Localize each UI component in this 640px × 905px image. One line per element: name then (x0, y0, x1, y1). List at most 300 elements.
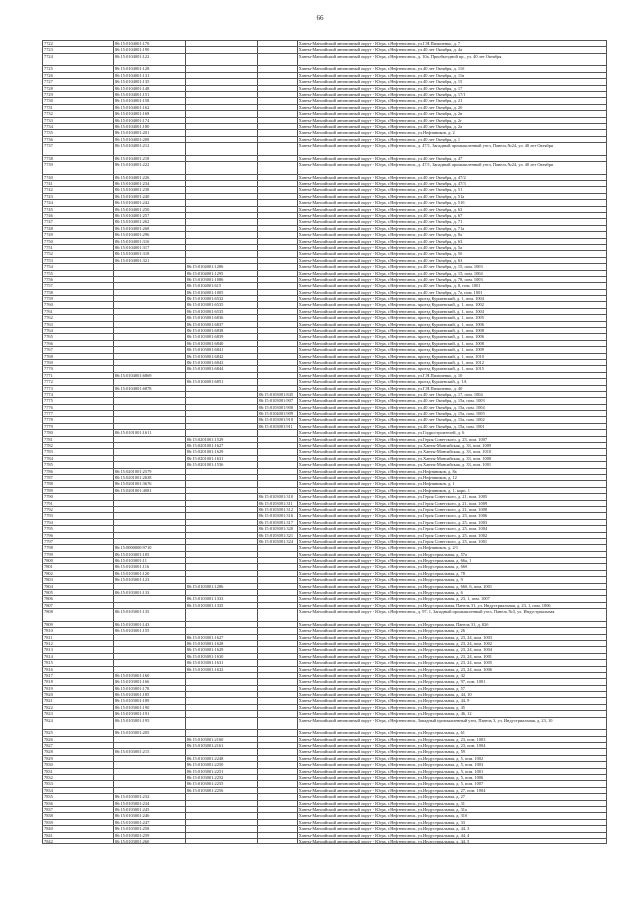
cadastral-number-2-cell (186, 98, 258, 103)
row-number-cell: 7787 (43, 475, 114, 480)
table-row (42, 748, 607, 754)
cadastral-number-1-cell: 86:15:0104001:6878 (114, 386, 186, 391)
cadastral-number-2-cell (186, 187, 258, 192)
address-cell: Ханты-Мансийский автономный округ - Югра, г.Нефтеюганск, ул.40 лет Октября, д. 15а, пом. 1002 (298, 417, 607, 422)
cadastral-number-1-cell: 86:15:0104001:128 (114, 66, 186, 71)
row-number-cell: 7798 (43, 545, 114, 550)
row-number-cell: 7831 (43, 769, 114, 774)
table-row (42, 500, 607, 506)
cadastral-number-3-cell (258, 839, 298, 843)
cadastral-number-2-cell: 86:15:0201001:1529 (186, 437, 258, 442)
cadastral-number-3-cell (258, 360, 298, 365)
cadastral-number-2-cell (186, 47, 258, 52)
cadastral-number-1-cell (114, 667, 186, 672)
address-cell: Ханты-Мансийский автономный округ - Югра, г.Нефтеюганск, ул.Героя Советского, д. 21, пом. 1005 (298, 494, 607, 499)
cadastral-number-1-cell (114, 302, 186, 307)
table-row (42, 199, 607, 205)
table-row (42, 487, 607, 493)
cadastral-number-1-cell: 86:15:0103001:259 (114, 833, 186, 838)
cadastral-number-2-cell: 86:15:0103001:1335 (186, 603, 258, 608)
cadastral-number-1-cell (114, 526, 186, 531)
table-row (42, 193, 607, 199)
table-row (42, 40, 607, 46)
cadastral-number-1-cell: 86:15:0104001:158 (114, 98, 186, 103)
cadastral-number-1-cell: 86:15:0104001:250 (114, 207, 186, 212)
address-cell: Ханты-Мансийский автономный округ - Югра, г.Нефтеюганск, ул.Нефтяников, д. 1 (298, 481, 607, 486)
row-number-cell: 7801 (43, 564, 114, 569)
address-cell: Ханты-Мансийский автономный округ - Югра, г.Нефтеюганск, ул.Нефтяников, д. 8а (298, 469, 607, 474)
table-row (42, 634, 607, 640)
cadastral-number-2-cell: 86:15:0103001:2161 (186, 743, 258, 748)
table-row (42, 710, 607, 716)
row-number-cell: 7730 (43, 98, 114, 103)
row-number-cell: 7800 (43, 558, 114, 563)
address-cell: Ханты-Мансийский автономный округ - Югра, г.Нефтеюганск, ул.Индустриальная, д. 78 (298, 571, 607, 576)
cadastral-number-3-cell (258, 762, 298, 767)
cadastral-number-1-cell: 86:15:0201001:2638 (114, 475, 186, 480)
row-number-cell: 7816 (43, 667, 114, 672)
row-number-cell: 7764 (43, 328, 114, 333)
table-row (42, 455, 607, 461)
cadastral-number-1-cell: 86:15:0103001:245 (114, 807, 186, 812)
table-row (42, 359, 607, 365)
table-row (42, 666, 607, 672)
cadastral-number-1-cell: 86:15:0103001:116 (114, 564, 186, 569)
cadastral-number-2-cell (186, 564, 258, 569)
row-number-cell: 7778 (43, 417, 114, 422)
table-row (42, 78, 607, 84)
address-cell: Ханты-Мансийский автономный округ - Югра, г.Нефтеюганск, ул.Индустриальная, д. 5, пом. 1003 (298, 762, 607, 767)
table-row (42, 825, 607, 831)
cadastral-number-2-cell (186, 130, 258, 135)
row-number-cell: 7808 (43, 609, 114, 621)
row-number-cell: 7766 (43, 341, 114, 346)
cadastral-number-2-cell (186, 475, 258, 480)
cadastral-number-2-cell (186, 481, 258, 486)
cadastral-number-2-cell (186, 200, 258, 205)
row-number-cell: 7813 (43, 647, 114, 652)
row-number-cell: 7789 (43, 488, 114, 493)
table-row (42, 161, 607, 174)
row-number-cell: 7751 (43, 245, 114, 250)
cadastral-number-3-cell (258, 366, 298, 371)
address-cell: Ханты-Мансийский автономный округ - Югра, г.Нефтеюганск, ул.Индустриальная, Панель 31, д. 82б (298, 622, 607, 627)
cadastral-number-3-cell (258, 475, 298, 480)
address-cell: Ханты-Мансийский автономный округ - Югра, г.Нефтеюганск, Западный промышленный узел, Панель 3, ул. Индустриальная, д. 23, 10 (298, 718, 607, 730)
cadastral-number-3-cell (258, 647, 298, 652)
row-number-cell: 7779 (43, 424, 114, 429)
cadastral-number-1-cell (114, 379, 186, 384)
row-number-cell: 7724 (43, 54, 114, 66)
cadastral-number-1-cell (114, 347, 186, 352)
address-cell: Ханты-Мансийский автономный округ - Югра, г.Нефтеюганск, ул.Индустриальная, д. 31б (298, 813, 607, 818)
cadastral-number-3-cell (258, 775, 298, 780)
row-number-cell: 7727 (43, 79, 114, 84)
table-row (42, 72, 607, 78)
address-cell: Ханты-Мансийский автономный округ - Югра, г.Нефтеюганск, ул.40 лет Октября, д. 71 (298, 219, 607, 224)
cadastral-number-2-cell (186, 628, 258, 633)
row-number-cell: 7749 (43, 232, 114, 237)
cadastral-number-2-cell (186, 156, 258, 161)
cadastral-number-1-cell: 86:15:0104001:122 (114, 54, 186, 66)
row-number-cell: 7746 (43, 213, 114, 218)
row-number-cell: 7795 (43, 526, 114, 531)
cadastral-number-1-cell (114, 507, 186, 512)
address-cell: Ханты-Мансийский автономный округ - Югра, г.Нефтеюганск, ул.Индустриальная, д. 44, 5 (298, 839, 607, 843)
cadastral-number-1-cell: 86:15:0104001:296 (114, 232, 186, 237)
cadastral-number-3-cell (258, 373, 298, 378)
cadastral-number-1-cell: 86:15:0104001:201 (114, 130, 186, 135)
row-number-cell: 7810 (43, 628, 114, 633)
cadastral-number-3-cell: 86:15:0103001:911 (258, 424, 298, 429)
cadastral-number-3-cell (258, 609, 298, 621)
row-number-cell: 7748 (43, 226, 114, 231)
cadastral-number-2-cell (186, 245, 258, 250)
row-number-cell: 7759 (43, 296, 114, 301)
table-row (42, 270, 607, 276)
cadastral-number-3-cell (258, 143, 298, 155)
cadastral-number-1-cell (114, 596, 186, 601)
address-cell: Ханты-Мансийский автономный округ - Югра, г.Нефтеюганск, ул.Индустриальная, д. 27 (298, 794, 607, 799)
address-cell: Ханты-Мансийский автономный округ - Югра, г.Нефтеюганск, ул.40 лет Октября, д. 11б (298, 66, 607, 71)
table-row (42, 774, 607, 780)
table-row (42, 110, 607, 116)
cadastral-number-2-cell (186, 539, 258, 544)
cadastral-number-1-cell (114, 635, 186, 640)
cadastral-number-2-cell: 86:15:0103001:2256 (186, 788, 258, 793)
cadastral-number-2-cell (186, 545, 258, 550)
row-number-cell: 7824 (43, 718, 114, 730)
cadastral-number-1-cell: 86:15:0103001:133 (114, 590, 186, 595)
cadastral-number-3-cell (258, 801, 298, 806)
cadastral-number-2-cell: 86:15:0103001:2255 (186, 781, 258, 786)
table-row (42, 832, 607, 838)
address-cell: Ханты-Мансийский автономный округ - Югра, г.Нефтеюганск, ул.40 лет Октября, д. 51а (298, 194, 607, 199)
cadastral-number-2-cell: 86:15:0103001:6535 (186, 309, 258, 314)
table-row (42, 512, 607, 518)
cadastral-number-3-cell (258, 628, 298, 633)
cadastral-number-2-cell (186, 118, 258, 123)
cadastral-number-1-cell (114, 437, 186, 442)
cadastral-number-2-cell (186, 137, 258, 142)
cadastral-number-3-cell (258, 219, 298, 224)
cadastral-number-1-cell: 86:15:0104001:262 (114, 219, 186, 224)
table-row (42, 397, 607, 403)
cadastral-number-2-cell: 86:15:0103001:6532 (186, 296, 258, 301)
table-row (42, 327, 607, 333)
row-number-cell: 7799 (43, 552, 114, 557)
cadastral-number-1-cell: 86:15:0104001:257 (114, 213, 186, 218)
row-number-cell: 7767 (43, 347, 114, 352)
row-number-cell: 7784 (43, 456, 114, 461)
address-cell: Ханты-Мансийский автономный округ - Югра, г.Нефтеюганск, ул.Нефтяников, д. 2 (298, 130, 607, 135)
cadastral-number-3-cell: 86:15:0103001:311 (258, 501, 298, 506)
address-cell: Ханты-Мансийский автономный округ - Югра, г.Нефтеюганск, ул.Индустриальная, д. 44, 3 (298, 826, 607, 831)
cadastral-number-3-cell (258, 47, 298, 52)
cadastral-number-1-cell (114, 449, 186, 454)
cadastral-number-1-cell (114, 309, 186, 314)
cadastral-number-2-cell: 86:15:0201001:1629 (186, 449, 258, 454)
row-number-cell: 7802 (43, 571, 114, 576)
address-cell: Ханты-Мансийский автономный округ - Югра, г.Нефтеюганск, ул.Индустриальная, д. 31а (298, 807, 607, 812)
table-row (42, 385, 607, 391)
row-number-cell: 7729 (43, 92, 114, 97)
cadastral-number-3-cell (258, 807, 298, 812)
cadastral-number-2-cell: 86:15:0103001:2252 (186, 775, 258, 780)
table-row (42, 761, 607, 767)
row-number-cell: 7735 (43, 130, 114, 135)
cadastral-number-1-cell (114, 584, 186, 589)
cadastral-number-2-cell (186, 405, 258, 410)
cadastral-number-3-cell: 86:15:0103001:910 (258, 417, 298, 422)
cadastral-number-2-cell (186, 424, 258, 429)
row-number-cell: 7786 (43, 469, 114, 474)
cadastral-number-1-cell: 86:15:0104001:170 (114, 41, 186, 46)
cadastral-number-3-cell (258, 781, 298, 786)
cadastral-number-3-cell (258, 449, 298, 454)
cadastral-number-2-cell (186, 79, 258, 84)
row-number-cell: 7725 (43, 66, 114, 71)
cadastral-number-2-cell (186, 373, 258, 378)
cadastral-number-1-cell: 86:15:0103001:205 (114, 730, 186, 735)
cadastral-number-2-cell: 86:15:0103001:6838 (186, 328, 258, 333)
cadastral-number-3-cell (258, 673, 298, 678)
cadastral-number-2-cell (186, 219, 258, 224)
table-row (42, 736, 607, 742)
cadastral-number-3-cell (258, 54, 298, 66)
cadastral-number-1-cell: 86:15:0104001:242 (114, 200, 186, 205)
row-number-cell: 7775 (43, 398, 114, 403)
cadastral-number-2-cell (186, 590, 258, 595)
address-cell: Ханты-Мансийский автономный округ - Югра, г.Нефтеюганск, ул.Индустриальная, д. 57а (298, 552, 607, 557)
cadastral-number-3-cell (258, 328, 298, 333)
cadastral-number-2-cell: 86:15:0104001:1295 (186, 271, 258, 276)
cadastral-number-3-cell (258, 654, 298, 659)
row-number-cell: 7821 (43, 698, 114, 703)
address-cell: Ханты-Мансийский автономный округ - Югра, г.Нефтеюганск, ул.Индустриальная, д. 46, 12 (298, 711, 607, 716)
row-number-cell: 7772 (43, 379, 114, 384)
cadastral-number-2-cell (186, 162, 258, 174)
cadastral-number-3-cell (258, 622, 298, 627)
table-row (42, 404, 607, 410)
table-row (42, 206, 607, 212)
cadastral-number-3-cell (258, 743, 298, 748)
table-row (42, 142, 607, 155)
address-cell: Ханты-Мансийский автономный округ - Югра, г.Нефтеюганск, ул.Индустриальная, д. 9 (298, 577, 607, 582)
address-cell: Ханты-Мансийский автономный округ - Югра, г.Нефтеюганск, ул.Индустриальная, д. 44, 4 (298, 833, 607, 838)
table-row (42, 755, 607, 761)
row-number-cell: 7790 (43, 494, 114, 499)
cadastral-number-1-cell (114, 520, 186, 525)
address-cell: Ханты-Мансийский автономный округ - Югра, г.Нефтеюганск, ул.Индустриальная, д. 59 (298, 749, 607, 754)
table-row (42, 627, 607, 633)
cadastral-number-1-cell (114, 603, 186, 608)
address-cell: Ханты-Мансийский автономный округ - Югра, г.Нефтеюганск, ул.40 лет Октября, д. 17/1 (298, 92, 607, 97)
address-cell: Ханты-Мансийский автономный округ - Югра, г.Нефтеюганск, ул.40 лет Октября, д. 2в (298, 111, 607, 116)
table-row (42, 301, 607, 307)
row-number-cell: 7804 (43, 584, 114, 589)
cadastral-number-3-cell (258, 635, 298, 640)
address-cell: Ханты-Мансийский автономный округ - Югра, г.Нефтеюганск, ул.40 лет Октября, д. 17 (298, 86, 607, 91)
cadastral-number-2-cell: 86:15:0103001:1627 (186, 635, 258, 640)
cadastral-number-3-cell (258, 86, 298, 91)
cadastral-number-2-cell (186, 686, 258, 691)
address-cell: Ханты-Мансийский автономный округ - Югра, г.Нефтеюганск, ул.Ханты-Мансийская, д. 33, пом. 1010 (298, 449, 607, 454)
table-row (42, 544, 607, 550)
row-number-cell: 7763 (43, 322, 114, 327)
row-number-cell: 7841 (43, 833, 114, 838)
cadastral-number-1-cell: 86:15:0104001:168 (114, 111, 186, 116)
row-number-cell: 7793 (43, 513, 114, 518)
table-row (42, 257, 607, 263)
cadastral-number-1-cell: 86:15:0104001:162 (114, 105, 186, 110)
address-cell: Ханты-Мансийский автономный округ - Югра, г.Нефтеюганск, ул.Героя Советского, д. 21, пом. 1008 (298, 507, 607, 512)
table-row (42, 378, 607, 384)
table-row (42, 442, 607, 448)
cadastral-number-1-cell: 86:15:0104001:6869 (114, 373, 186, 378)
cadastral-number-2-cell (186, 820, 258, 825)
table-row (42, 506, 607, 512)
address-cell: Ханты-Мансийский автономный округ - Югра, г.Нефтеюганск, ул.40 лет Октября, д. 63 (298, 239, 607, 244)
cadastral-number-2-cell (186, 749, 258, 754)
table-row (42, 838, 607, 844)
table-row (42, 659, 607, 665)
cadastral-number-1-cell: 86:15:0103001:123 (114, 577, 186, 582)
cadastral-number-2-cell (186, 730, 258, 735)
cadastral-number-2-cell (186, 386, 258, 391)
cadastral-number-3-cell (258, 584, 298, 589)
row-number-cell: 7752 (43, 251, 114, 256)
table-row (42, 819, 607, 825)
cadastral-number-3-cell (258, 692, 298, 697)
cadastral-number-2-cell: 86:15:0103001:1632 (186, 667, 258, 672)
cadastral-number-2-cell (186, 826, 258, 831)
row-number-cell: 7728 (43, 86, 114, 91)
cadastral-number-1-cell (114, 417, 186, 422)
cadastral-number-3-cell (258, 290, 298, 295)
cadastral-number-2-cell (186, 54, 258, 66)
cadastral-number-1-cell (114, 660, 186, 665)
address-cell: Ханты-Мансийский автономный округ - Югра, г.Нефтеюганск, проезд Куршевский, д. 1, пом. 1008 (298, 328, 607, 333)
cadastral-number-2-cell: 86:15:0103001:1631 (186, 660, 258, 665)
cadastral-number-1-cell (114, 781, 186, 786)
cadastral-number-2-cell (186, 679, 258, 684)
cadastral-number-3-cell (258, 245, 298, 250)
cadastral-number-2-cell (186, 251, 258, 256)
cadastral-number-2-cell (186, 226, 258, 231)
row-number-cell: 7826 (43, 737, 114, 742)
cadastral-number-2-cell: 86:15:0103001:6843 (186, 360, 258, 365)
cadastral-number-1-cell (114, 641, 186, 646)
address-cell: Ханты-Мансийский автономный округ - Югра, г.Нефтеюганск, ул.Индустриальная, д. 33 (298, 820, 607, 825)
cadastral-number-1-cell: 86:15:0104001:268 (114, 226, 186, 231)
row-number-cell: 7783 (43, 449, 114, 454)
address-cell: Ханты-Мансийский автономный округ - Югра, г.Нефтеюганск, ул.Индустриальная, д. 23, 1, пом. 1007 (298, 596, 607, 601)
cadastral-number-3-cell (258, 341, 298, 346)
cadastral-number-3-cell (258, 686, 298, 691)
address-cell: Ханты-Мансийский автономный округ - Югра, г.Нефтеюганск, ул.Индустриальная, д. 27, пом. 1004 (298, 788, 607, 793)
address-cell: Ханты-Мансийский автономный округ - Югра, г.Нефтеюганск, ул.Г.Н.Пилипенко, д. 7 (298, 41, 607, 46)
table-row (42, 353, 607, 359)
cadastral-number-1-cell (114, 392, 186, 397)
row-number-cell: 7768 (43, 354, 114, 359)
cadastral-number-1-cell (114, 501, 186, 506)
table-row (42, 416, 607, 422)
row-number-cell: 7771 (43, 373, 114, 378)
table-row (42, 646, 607, 652)
address-cell: Ханты-Мансийский автономный округ - Югра, г.Нефтеюганск, ул.Индустриальная, д. 44, 9 (298, 698, 607, 703)
cadastral-number-3-cell (258, 296, 298, 301)
cadastral-number-3-cell (258, 66, 298, 71)
address-cell: Ханты-Мансийский автономный округ - Югра, г.Нефтеюганск, ул.Героя Советского, д. 25, пом. 1004 (298, 526, 607, 531)
cadastral-number-1-cell (114, 315, 186, 320)
table-row (42, 263, 607, 269)
table-row (42, 563, 607, 569)
cadastral-number-3-cell (258, 379, 298, 384)
row-number-cell: 7832 (43, 775, 114, 780)
cadastral-number-1-cell: 86:15:0103001:258 (114, 826, 186, 831)
cadastral-number-1-cell: 86:15:0101001:1611 (114, 430, 186, 435)
cadastral-number-1-cell: 86:15:0104001:208 (114, 137, 186, 142)
row-number-cell: 7780 (43, 430, 114, 435)
row-number-cell: 7750 (43, 239, 114, 244)
address-cell: Ханты-Мансийский автономный округ - Югра, г.Нефтеюганск, д. 10а, Приобъездной пр., ул. 40 лет Октября (298, 54, 607, 66)
row-number-cell: 7734 (43, 124, 114, 129)
cadastral-number-2-cell (186, 794, 258, 799)
address-cell: Ханты-Мансийский автономный округ - Югра, г.Нефтеюганск, ул.Индустриальная, д. 6 (298, 590, 607, 595)
cadastral-number-1-cell (114, 762, 186, 767)
cadastral-number-1-cell (114, 756, 186, 761)
row-number-cell: 7723 (43, 47, 114, 52)
table-row (42, 46, 607, 52)
cadastral-number-3-cell (258, 603, 298, 608)
cadastral-number-1-cell (114, 533, 186, 538)
table-row (42, 551, 607, 557)
cadastral-number-2-cell (186, 66, 258, 71)
table-row (42, 129, 607, 135)
row-number-cell: 7726 (43, 73, 114, 78)
table-row (42, 53, 607, 66)
address-cell: Ханты-Мансийский автономный округ - Югра, г.Нефтеюганск, ул.40 лет Октября, д. 5а (298, 245, 607, 250)
address-cell: Ханты-Мансийский автономный округ - Югра, г.Нефтеюганск, д. 47/1, Западный промышленный узел, Панель №24, ул. 40 лет Октября (298, 143, 607, 155)
cadastral-number-1-cell (114, 411, 186, 416)
row-number-cell: 7731 (43, 105, 114, 110)
row-number-cell: 7742 (43, 187, 114, 192)
address-cell: Ханты-Мансийский автономный округ - Югра, г.Нефтеюганск, ул.40 лет Октября, д. 47 (298, 156, 607, 161)
cadastral-number-1-cell: 86:15:0104001:212 (114, 143, 186, 155)
row-number-cell: 7765 (43, 334, 114, 339)
table-row (42, 448, 607, 454)
cadastral-number-2-cell: 86:15:0103001:6837 (186, 322, 258, 327)
address-cell: Ханты-Мансийский автономный округ - Югра, г.Нефтеюганск, д. 97, 1, Западный промышленный узел, Панель №3, ул. Индустриальная (298, 609, 607, 621)
table-row (42, 672, 607, 678)
address-cell: Ханты-Мансийский автономный округ - Югра, г.Нефтеюганск, ул.40 лет Октября, д. 11в (298, 73, 607, 78)
address-cell: Ханты-Мансийский автономный округ - Югра, г.Нефтеюганск, проезд Куршевский, д. 1, пом. 1009 (298, 347, 607, 352)
address-cell: Ханты-Мансийский автономный округ - Югра, г.Нефтеюганск, ул.Индустриальная, д. 5, пом. 1001 (298, 769, 607, 774)
cadastral-number-2-cell (186, 552, 258, 557)
row-number-cell: 7743 (43, 194, 114, 199)
cadastral-number-1-cell: 86:15:0104001:226 (114, 175, 186, 180)
address-cell: Ханты-Мансийский автономный округ - Югра, г.Нефтеюганск, ул.40 лет Октября, д. 47/3 (298, 181, 607, 186)
cadastral-number-1-cell (114, 322, 186, 327)
cadastral-number-2-cell (186, 92, 258, 97)
table-row (42, 333, 607, 339)
cadastral-number-3-cell (258, 354, 298, 359)
cadastral-number-2-cell (186, 181, 258, 186)
row-number-cell: 7769 (43, 360, 114, 365)
cadastral-number-3-cell (258, 718, 298, 730)
cadastral-number-3-cell (258, 577, 298, 582)
